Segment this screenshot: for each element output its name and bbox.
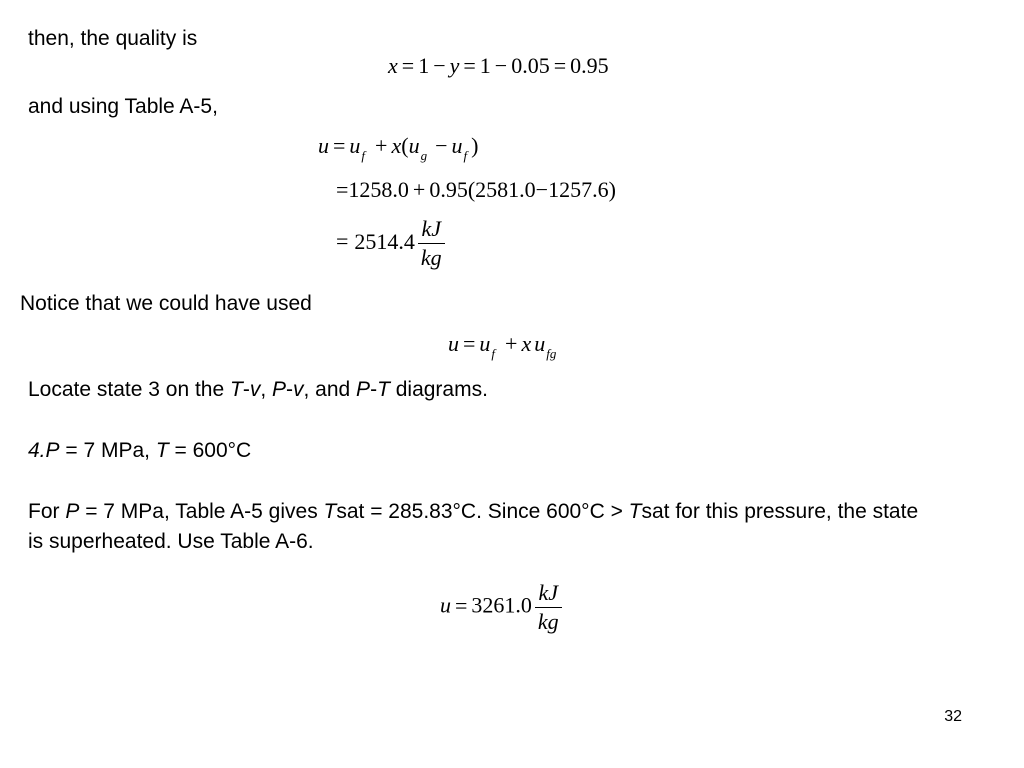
- equation-internal-energy-numeric: =1258.0 + 0.95(2581.0−1257.6): [336, 177, 616, 202]
- fraction-kj-per-kg: $\frac{kJ}{kg}$: [418, 216, 445, 271]
- text-table-a5-intro: and using Table A-5,: [28, 95, 218, 118]
- text-quality-intro: then, the quality is: [28, 27, 198, 50]
- equation-internal-energy-alt: $u = u_f + x$ $u_{fg}$: [448, 331, 557, 361]
- text-locate-state3: Locate state 3 on the T-v, P-v, and P-T diagrams.: [28, 378, 488, 401]
- text-state4-heading: 4.P = 7 MPa, T = 600°C: [28, 439, 252, 462]
- equation-internal-energy-formula: $u = u_f + x(u_g - u_f$ ): [318, 133, 479, 163]
- equation-internal-energy-state4: u = 3261.0 $\frac{kJ}{kg}$: [440, 580, 562, 635]
- fraction-kj-per-kg: $\frac{kJ}{kg}$: [535, 580, 562, 635]
- text-state4-paragraph: For P = 7 MPa, Table A-5 gives Tsat = 285.83°C. Since 600°C > Tsat for this pressure, the state is superheated. Use Table A-6.: [28, 500, 919, 553]
- text-notice: Notice that we could have used: [20, 292, 312, 315]
- page-number: 32: [944, 708, 962, 725]
- equation-quality: x = 1 − y = 1 − 0.05 = 0.95: [388, 53, 609, 78]
- equation-internal-energy-result: = 2514.4 $\frac{kJ}{kg}$: [336, 216, 445, 271]
